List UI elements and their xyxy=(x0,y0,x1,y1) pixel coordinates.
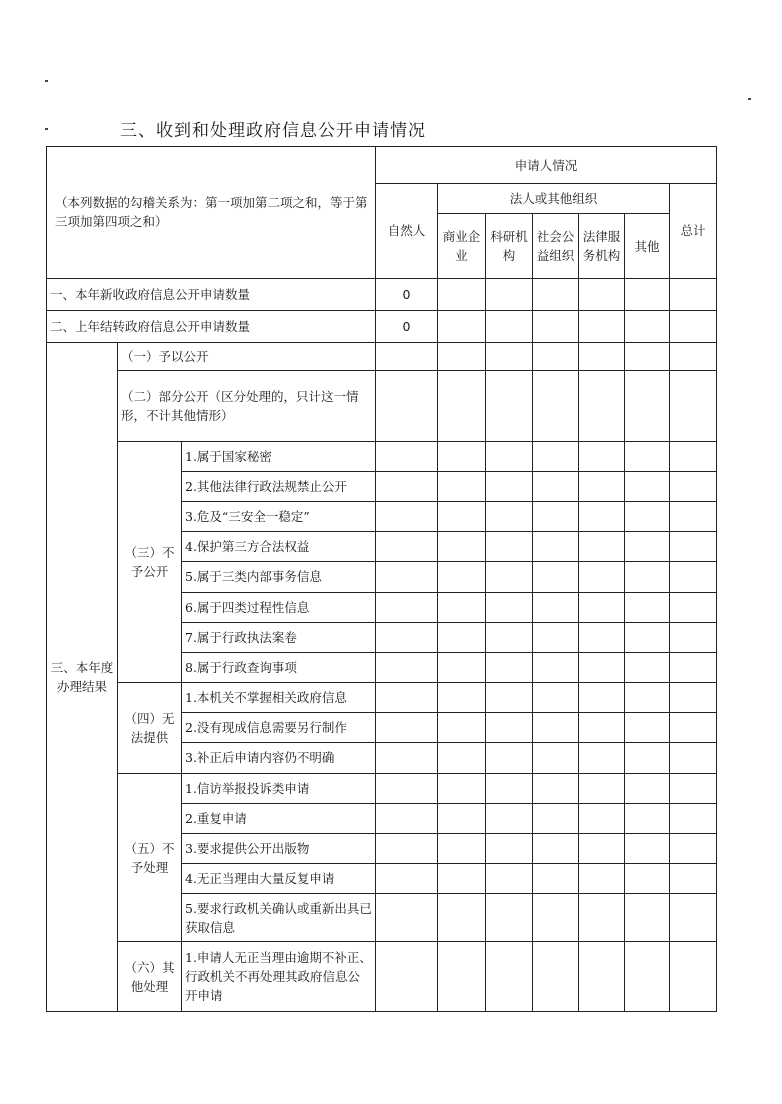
row-label: 一、本年新收政府信息公开申请数量 xyxy=(47,278,376,310)
table-row xyxy=(47,371,717,441)
row-label: 1.本机关不掌握相关政府信息 xyxy=(182,683,376,713)
row-label: 2.没有现成信息需要另行制作 xyxy=(182,713,376,743)
table-row xyxy=(47,343,717,371)
row-label: 1.属于国家秘密 xyxy=(182,441,376,471)
results-group-label: 三、本年度办理结果 xyxy=(47,343,118,1012)
total-header: 总计 xyxy=(670,184,717,279)
row-label: 5.要求行政机关确认或重新出具已获取信息 xyxy=(182,894,376,942)
scan-speck xyxy=(748,98,751,100)
row-label: 二、上年结转政府信息公开申请数量 xyxy=(47,310,376,342)
research-header: 科研机构 xyxy=(486,214,533,278)
value-cell: 0 xyxy=(376,278,438,310)
commercial-header: 商业企业 xyxy=(438,214,486,278)
subgroup-label: （三）不予公开 xyxy=(118,441,182,682)
row-label: （一）予以公开 xyxy=(118,343,376,371)
row-label: （二）部分公开（区分处理的，只计这一情形，不计其他情形） xyxy=(118,371,376,441)
social-welfare-header: 社会公益组织 xyxy=(533,214,579,278)
scan-speck xyxy=(45,128,48,130)
applicant-info-header: 申请人情况 xyxy=(376,147,717,184)
row-label: 5.属于三类内部事务信息 xyxy=(182,562,376,592)
scan-speck xyxy=(45,80,48,82)
other-header: 其他 xyxy=(625,214,670,278)
row-label: 8.属于行政查询事项 xyxy=(182,652,376,682)
subgroup-label: （四）无法提供 xyxy=(118,683,182,774)
row-label: 6.属于四类过程性信息 xyxy=(182,592,376,622)
row-label: 3.危及“三安全一稳定” xyxy=(182,501,376,531)
table-row xyxy=(47,773,717,803)
table-row xyxy=(47,310,717,342)
row-label: 4.无正当理由大量反复申请 xyxy=(182,864,376,894)
row-label: 1.申请人无正当理由逾期不补正、行政机关不再处理其政府信息公开申请 xyxy=(182,942,376,1012)
table-row xyxy=(47,278,717,310)
row-label: 3.要求提供公开出版物 xyxy=(182,833,376,863)
legal-person-header: 法人或其他组织 xyxy=(438,184,670,214)
row-label: 7.属于行政执法案卷 xyxy=(182,622,376,652)
header-note: （本列数据的勾稽关系为：第一项加第二项之和，等于第三项加第四项之和） xyxy=(47,147,376,279)
row-label: 4.保护第三方合法权益 xyxy=(182,532,376,562)
disclosure-request-table xyxy=(46,146,717,1012)
subgroup-label: （六）其他处理 xyxy=(118,942,182,1012)
table-row xyxy=(47,683,717,713)
row-label: 2.重复申请 xyxy=(182,803,376,833)
section-title: 三、收到和处理政府信息公开申请情况 xyxy=(120,121,426,141)
natural-person-header: 自然人 xyxy=(376,184,438,279)
header-row xyxy=(47,147,717,184)
row-label: 2.其他法律行政法规禁止公开 xyxy=(182,471,376,501)
legal-service-header: 法律服务机构 xyxy=(579,214,625,278)
row-label: 1.信访举报投诉类申请 xyxy=(182,773,376,803)
value-cell: 0 xyxy=(376,310,438,342)
table-row xyxy=(47,441,717,471)
table-row xyxy=(47,942,717,1012)
row-label: 3.补正后申请内容仍不明确 xyxy=(182,743,376,773)
subgroup-label: （五）不予处理 xyxy=(118,773,182,942)
